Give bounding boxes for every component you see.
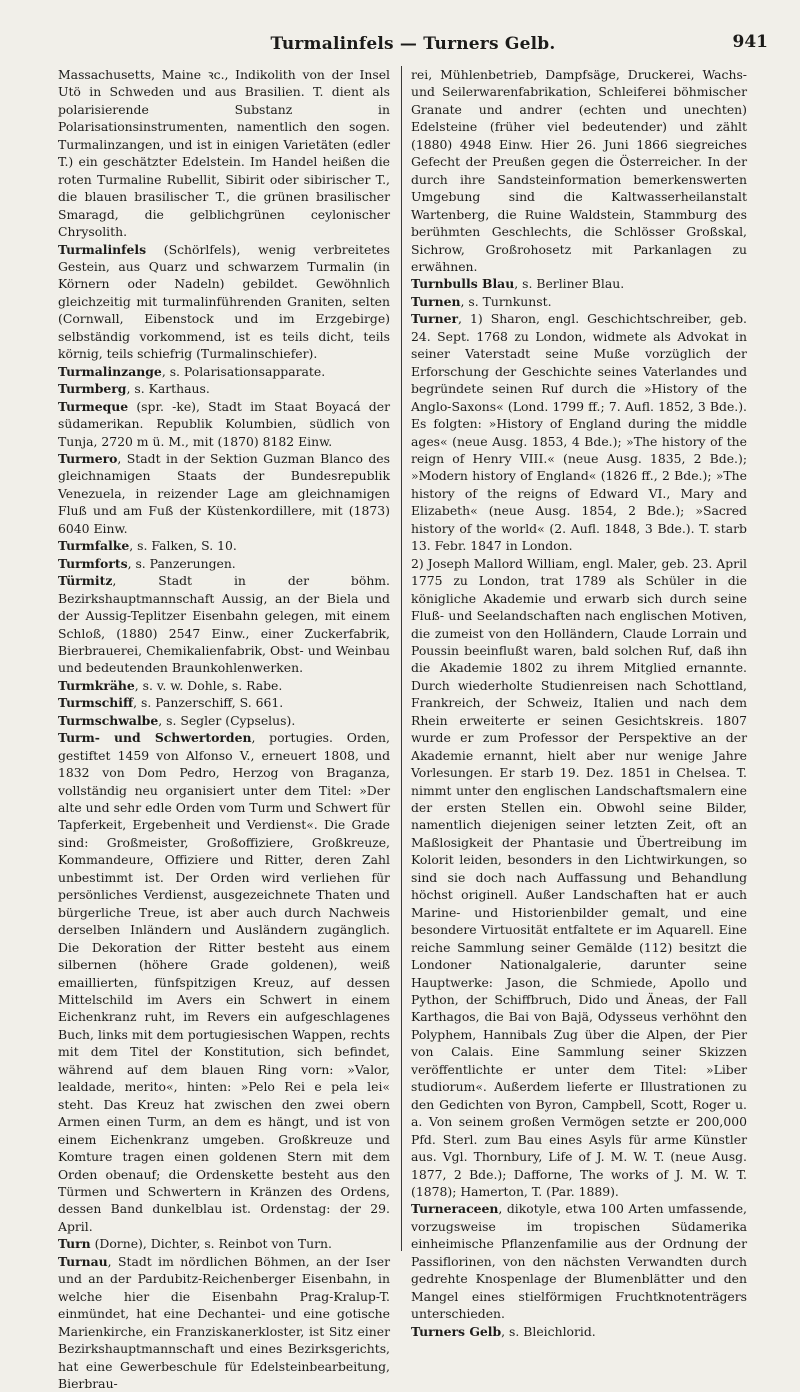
entry-headword: Turmkrähe [58, 677, 135, 693]
entry-text: Massachusetts, Maine ꝛc., Indikolith von der Insel Utö in Schweden und aus Brasilien. T. dient als polarisierende Substanz in Polarisationsinstrumenten, namentlich den sogen. Turmalinzangen, und ist in einigen Varietäten (edler T.) ein geschätzter Edelstein. Im Handel heißen die roten Turmaline Rubellit, Sibirit oder sibirischer T., die blauen brasilischer T., die grünen brasilischer Smaragd, die gelblichgrünen ceylonischer Chrysolith. [58, 67, 390, 240]
dictionary-entry [58, 694, 390, 711]
dictionary-entry [58, 729, 390, 1235]
entry-text: , dikotyle, etwa 100 Arten umfassende, vorzugsweise im tropischen Südamerika einheimische Pflanzenfamilie aus der Ordnung der Passiflorinen, von den nächsten Verwandten durch gedrehte Knospenlage der Blumenblätter und den Mangel eines stielförmigen Fruchtknotenträgers unterschieden. [411, 1201, 747, 1322]
entry-headword: Turneraceen [411, 1201, 499, 1217]
dictionary-entry [411, 310, 747, 554]
entry-headword: Turner [411, 311, 459, 327]
entry-text: , s. Bleichlorid. [501, 1323, 596, 1339]
dictionary-entry [58, 241, 390, 363]
entry-text: , s. Turnkunst. [460, 293, 552, 309]
dictionary-entry [58, 398, 390, 450]
running-header [58, 30, 768, 58]
dictionary-entry [411, 293, 747, 310]
entry-text: , s. Polarisationsapparate. [161, 363, 326, 379]
dictionary-entry [58, 555, 390, 572]
entry-text: , Stadt in der böhm. Bezirkshauptmannschaft Aussig, an der Biela und der Aussig-Teplitzer Eisenbahn gelegen, mit einem Schloß, (1880) 2547 Einw., einer Zuckerfabrik, Bierbrauerei, Chemikalienfabrik, Obst- und Weinbau und bedeutenden Braunkohlenwerken. [58, 573, 390, 676]
dictionary-entry [58, 1253, 390, 1392]
entry-text: (spr. -ke), Stadt im Staat Boyacá der südamerikan. Republik Kolumbien, südlich von Tunja, 2720 m ü. M., mit (1870) 8182 Einw. [58, 398, 390, 449]
entry-headword: Turm- und Schwertorden [58, 730, 252, 746]
entry-text: , s. Karthaus. [126, 381, 210, 397]
dictionary-entry [411, 66, 747, 275]
entry-headword: Turnau [58, 1253, 108, 1269]
entry-text: , Stadt im nördlichen Böhmen, an der Iser und an der Pardubitz-Reichenberger Eisenbahn, in welche hier die Eisenbahn Prag-Kralup-T. einmündet, hat eine Dechantei- und eine gotische Marienkirche, ein Franziskanerkloster, ist Sitz einer Bezirkshauptmannschaft und eines Bezirksgerichts, hat eine Gewerbeschule für Edelsteinbearbeitung, Bierbrau- [58, 1253, 390, 1391]
entry-headword: Turnbulls Blau [411, 276, 515, 292]
entry-text: , s. Berliner Blau. [514, 276, 625, 292]
entry-headword: Turmforts [58, 555, 128, 571]
dictionary-entry [58, 450, 390, 537]
dictionary-entry [58, 677, 390, 694]
entry-text: , 1) Sharon, engl. Geschichtschreiber, geb. 24. Sept. 1768 zu London, widmete als Advokat in seiner Vaterstadt seine Muße vorzüglich der Erforschung der Geschichte seines Vaterlandes und begründete seinen Ruf durch die »History of the Anglo-Saxons« (Lond. 1799 ff.; 7. Aufl. 1852, 3 Bde.). Es folgten: »History of England during the middle ages« (neue Ausg. 1853, 4 Bde.); »The history of the reign of Henry VIII.« (neue Ausg. 1835, 2 Bde.); »Modern history of England« (1826 ff., 2 Bde.); »The history of the reigns of Edward VI., Mary and Elizabeth« (neue Ausg. 1854, 2 Bde.); »Sacred history of the world« (2. Aufl. 1848, 3 Bde.). T. starb 13. Febr. 1847 in London. [411, 311, 747, 554]
entry-headword: Turners Gelb [411, 1323, 502, 1339]
entry-text: rei, Mühlenbetrieb, Dampfsäge, Druckerei, Wachs- und Seilerwarenfabrikation, Schleiferei böhmischer Granate und andrer (echten und unechten) Edelsteine (früher viel bedeutender) und zählt (1880) 4948 Einw. Hier 26. Juni 1866 siegreiches Gefecht der Preußen gegen die Österreicher. In der durch ihre Sandsteinformation bemerkenswerten Umgebung sind die Kaltwasserheilanstalt Wartenberg, die Ruine Waldstein, Stammburg des berühmten Geschlechts, die Schlösser Großskal, Sichrow, Großrohosetz mit Parkanlagen zu erwähnen. [411, 67, 747, 274]
page-number: 941 [732, 32, 768, 52]
entry-headword: Turnen [411, 293, 461, 309]
dictionary-entry [58, 66, 390, 241]
entry-headword: Turmschiff [58, 695, 134, 711]
entry-text: (Dorne), Dichter, s. Reinbot von Turn. [90, 1236, 332, 1252]
dictionary-entry [58, 380, 390, 397]
dictionary-entry [411, 555, 747, 1201]
dictionary-entry [411, 1200, 747, 1322]
entry-text: , s. Segler (Cypselus). [158, 712, 296, 728]
entry-text: 2) Joseph Mallord William, engl. Maler, geb. 23. April 1775 zu London, trat 1789 als Schüler in die königliche Akademie und erwarb sich durch seine Fluß- und Seelandschaften nach englischen Motiven, die zumeist von den Holländern, Claude Lorrain und Poussin beeinflußt waren, bald solchen Ruf, daß ihn die Akademie 1802 zu ihrem Mitglied ernannte. Durch wiederholte Studienreisen nach Schottland, Frankreich, der Schweiz, Italien und nach dem Rhein erweiterte er seinen Gesichtskreis. 1807 wurde er zum Professor der Perspektive an der Akademie ernannt, hielt aber nur wenige Jahre Vorlesungen. Er starb 19. Dez. 1851 in Chelsea. T. nimmt unter den englischen Landschaftsmalern eine der ersten Stellen ein. Obwohl seine Bilder, namentlich diejenigen seiner letzten Zeit, oft an Maßlosigkeit der Phantasie und Übertreibung im Kolorit leiden, besonders in den Lichtwirkungen, so sind sie doch nach Auffassung und Behandlung höchst originell. Außer Landschaften hat er auch Marine- und Historienbilder gemalt, und eine besondere Virtuosität entfaltete er im Aquarell. Eine reiche Sammlung seiner Gemälde (112) besitzt die Londoner Nationalgalerie, darunter seine Hauptwerke: Jason, die Schmiede, Apollo und Python, der Schiffbruch, Dido und Äneas, der Fall Karthagos, die Bai von Bajä, Odysseus verhöhnt den Polyphem, Hannibals Zug über die Alpen, der Pier von Calais. Eine Sammlung seiner Skizzen veröffentlichte er unter dem Titel: »Liber studiorum«. Außerdem lieferte er Illustrationen zu den Gedichten von Byron, Campbell, Scott, Roger u. a. Von seinem großen Vermögen setzte er 200,000 Pfd. Sterl. zum Bau eines Asyls für arme Künstler aus. Vgl. Thornbury, Life of J. M. W. T. (neue Ausg. 1877, 2 Bde.); Dafforne, The works of J. M. W. T. (1878); Hamerton, T. (Par. 1889). [411, 555, 747, 1199]
right-column [411, 66, 747, 1340]
dictionary-entry [411, 275, 747, 292]
dictionary-entry [58, 363, 390, 380]
entry-headword: Turmschwalbe [58, 712, 159, 728]
entry-headword: Turmberg [58, 381, 127, 397]
dictionary-entry [411, 1323, 747, 1340]
left-column [58, 66, 390, 1392]
entry-text: , s. Falken, S. 10. [129, 538, 237, 554]
dictionary-entry [58, 572, 390, 677]
entry-headword: Turmeque [58, 398, 129, 414]
entry-text: , s. v. w. Dohle, s. Rabe. [134, 677, 283, 693]
entry-text: , s. Panzerschiff, S. 661. [133, 695, 284, 711]
entry-text: , s. Panzerungen. [127, 555, 236, 571]
entry-headword: Turmero [58, 450, 118, 466]
header-title: Turmalinfels — Turners Gelb. [270, 34, 556, 54]
entry-text: (Schörlfels), wenig verbreitetes Gestein, aus Quarz und schwarzem Turmalin (in Körnern oder Nadeln) gebildet. Gewöhnlich gleichzeitig mit turmalinführenden Graniten, selten (Cornwall, Eibenstock und im Erzgebirge) selbständig vorkommend, ist es teils dicht, teils körnig, teils schiefrig (Turmalinschiefer). [58, 241, 390, 362]
entry-text: , Stadt in der Sektion Guzman Blanco des gleichnamigen Staats der Bundesrepublik Venezuela, in reizender Lage am gleichnamigen Fluß und am Fuß der Küstenkordillere, mit (1873) 6040 Einw. [58, 450, 390, 536]
entry-headword: Türmitz [58, 573, 113, 589]
dictionary-entry [58, 1235, 390, 1252]
entry-headword: Turmfalke [58, 538, 130, 554]
dictionary-entry [58, 537, 390, 554]
entry-headword: Turn [58, 1236, 91, 1252]
column-divider [401, 66, 402, 1251]
dictionary-entry [58, 712, 390, 729]
entry-headword: Turmalinzange [58, 363, 162, 379]
entry-text: , portugies. Orden, gestiftet 1459 von Alfonso V., erneuert 1808, und 1832 von Dom Pedro, Herzog von Braganza, vollständig neu organisiert unter dem Titel: »Der alte und sehr edle Orden vom Turm und Schwert für Tapferkeit, Ergebenheit und Verdienst«. Die Grade sind: Großmeister, Großoffiziere, Großkreuze, Kommandeure, Offiziere und Ritter, deren Zahl unbestimmt ist. Der Orden wird verliehen für persönliches Verdienst, ausgezeichnete Thaten und bürgerliche Treue, ist aber auch durch Nachweis derselben Inländern und Ausländern zugänglich. Die Dekoration der Ritter besteht aus einem silbernen (höhere Grade goldenen), weiß emaillierten, fünfspitzigen Kreuz, auf dessen Mittelschild im Avers ein Schwert in einem Eichenkranz ruht, im Revers ein aufgeschlagenes Buch, links mit dem portugiesischen Wappen, rechts mit dem Titel der Konstitution, sich befindet, während auf dem blauen Ring vorn: »Valor, lealdade, merito«, hinten: »Pelo Rei e pela lei« steht. Das Kreuz hat zwischen den zwei obern Armen einen Turm, an dem es hängt, und ist von einem Eichenkranz umgeben. Großkreuze und Komture tragen einen goldenen Stern mit dem Orden obenauf; die Ordenskette besteht aus den Türmen und Schwertern in Kränzen des Ordens, dessen Band dunkelblau ist. Ordenstag: der 29. April. [58, 730, 390, 1234]
entry-headword: Turmalinfels [58, 241, 147, 257]
